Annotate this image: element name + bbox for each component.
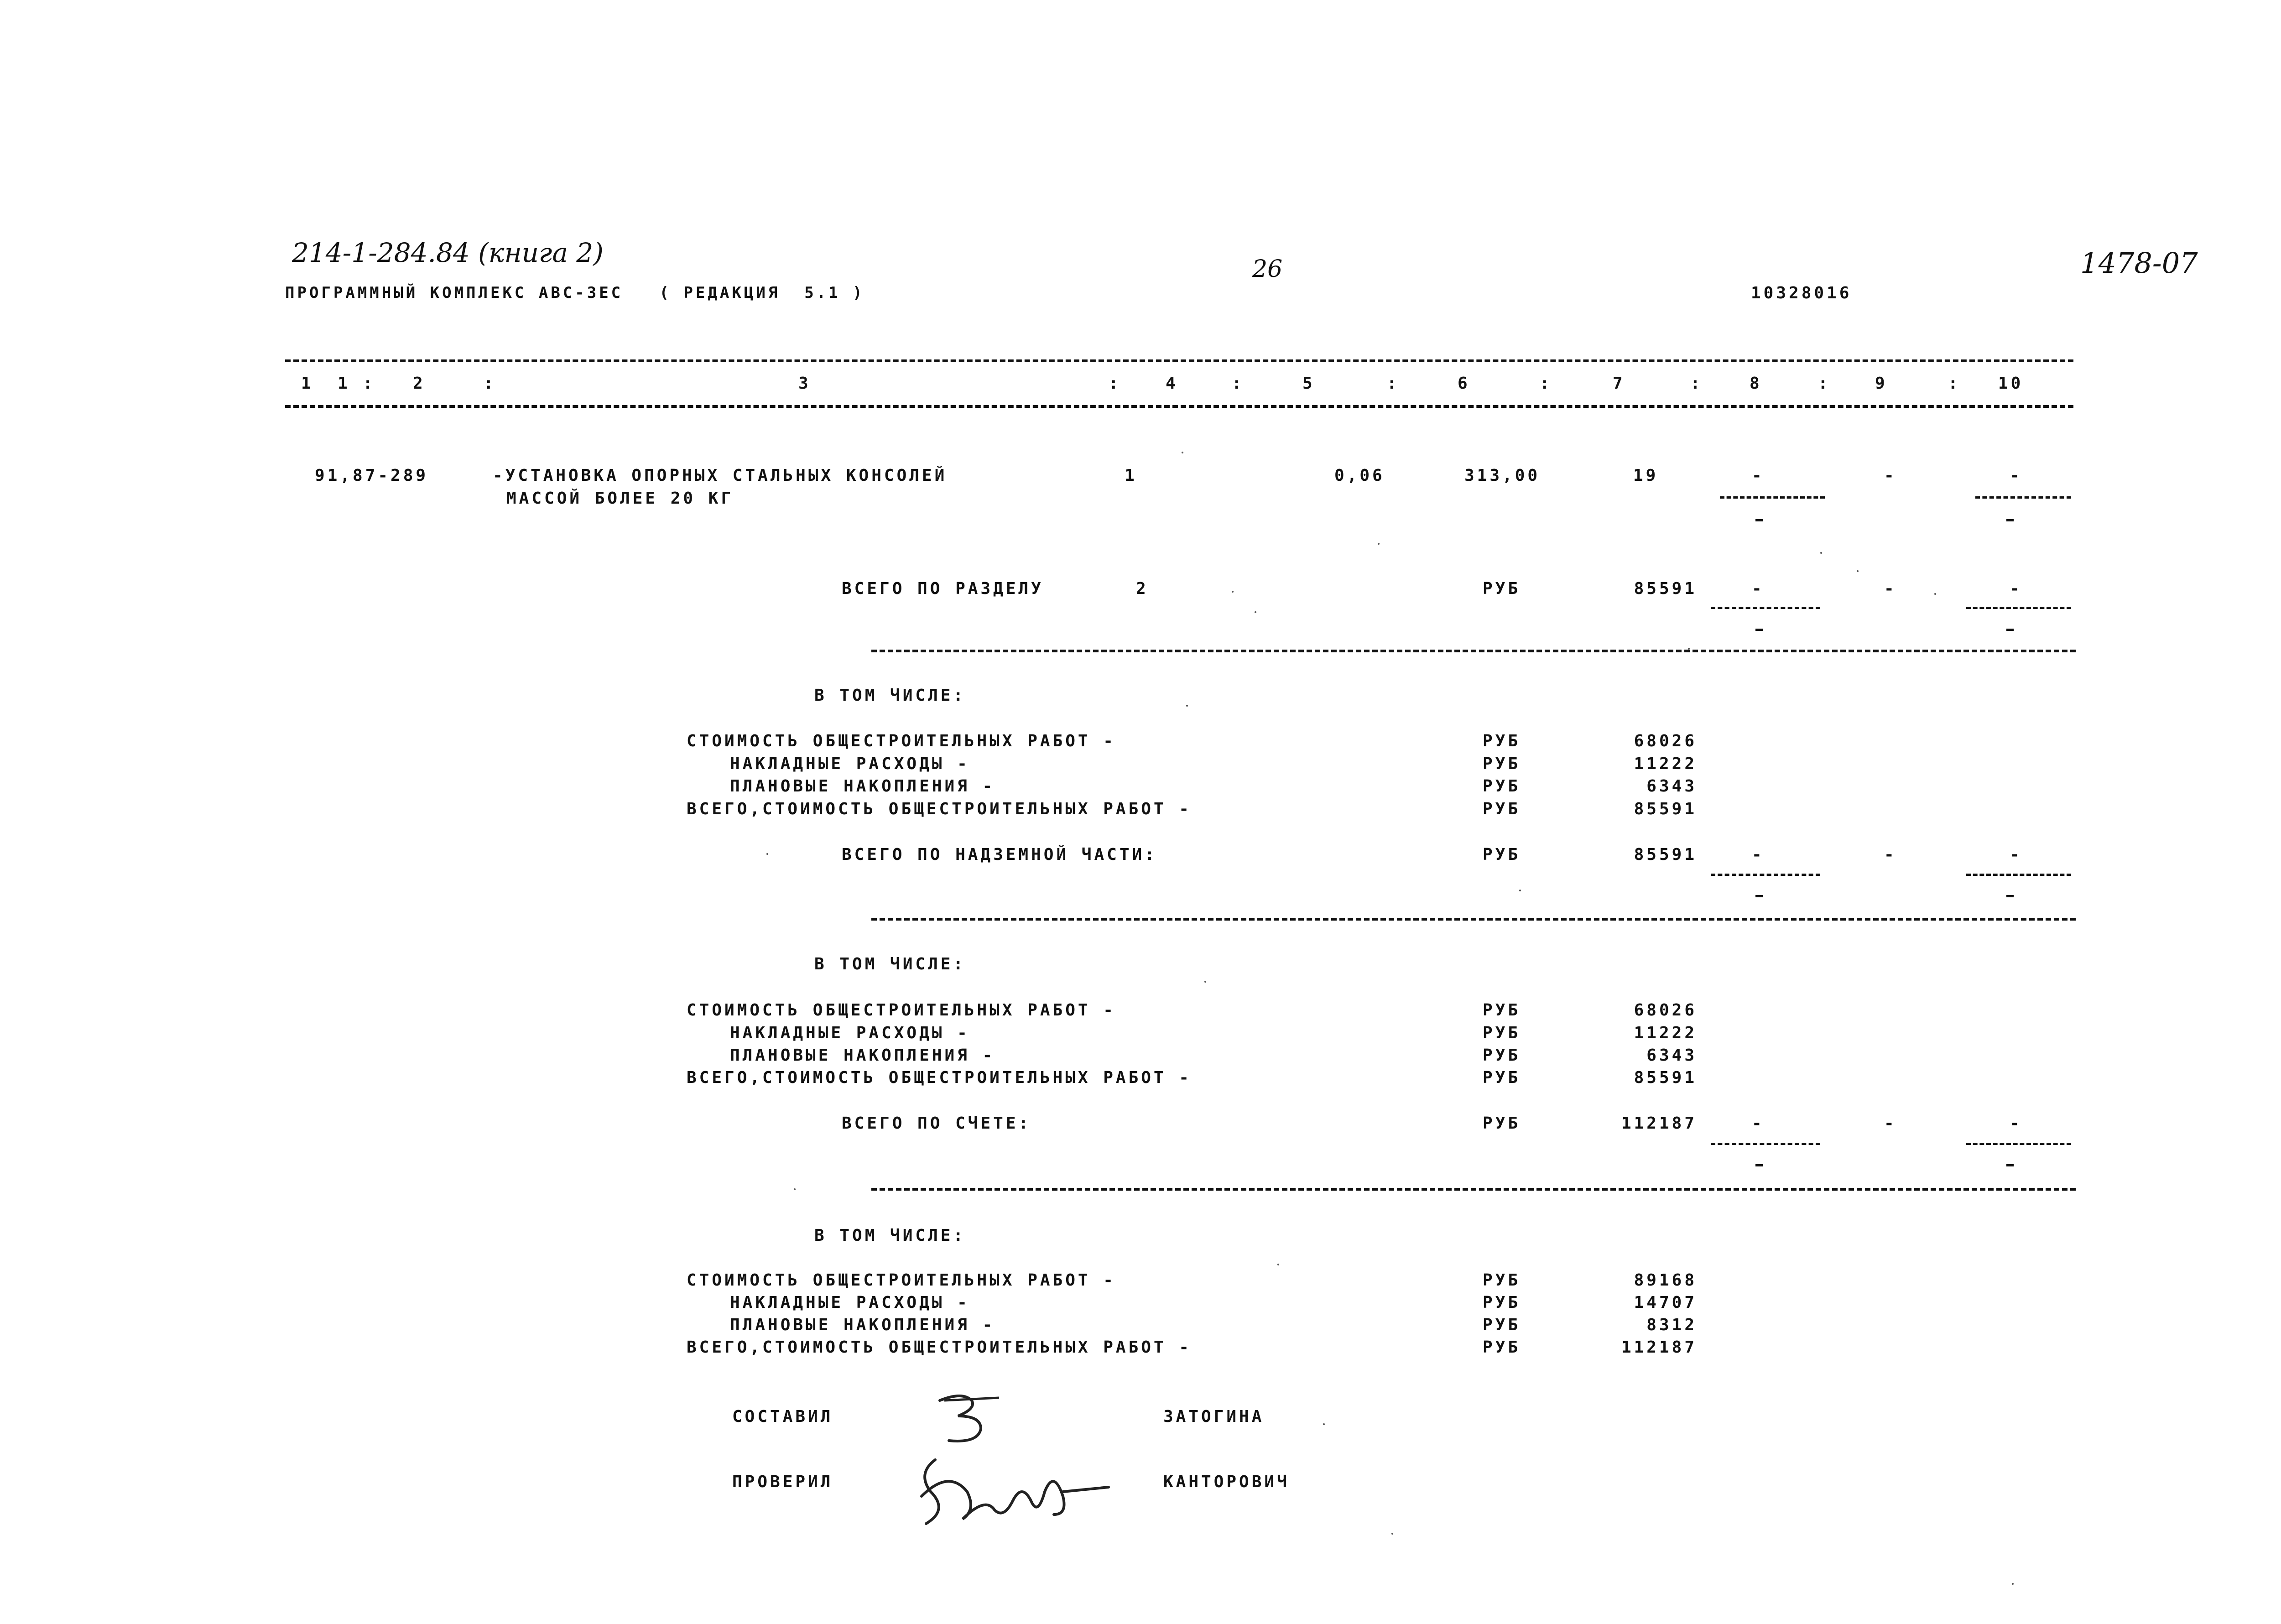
- total-col9-dash: -: [1884, 579, 1897, 598]
- scan-speck: [1688, 648, 1690, 650]
- document-code: 10328016: [1751, 284, 1852, 302]
- column-header-10: 10: [1998, 374, 2024, 393]
- scan-speck: [766, 853, 768, 855]
- breakdown-label: НАКЛАДНЫЕ РАСХОДЫ -: [730, 1293, 970, 1312]
- breakdown-label: ВСЕГО,СТОИМОСТЬ ОБЩЕСТРОИТЕЛЬНЫХ РАБОТ -: [687, 1338, 1192, 1357]
- breakdown-value: 68026: [1634, 1001, 1697, 1020]
- column-separator: :: [1818, 374, 1831, 393]
- breakdown-label: ВСЕГО,СТОИМОСТЬ ОБЩЕСТРОИТЕЛЬНЫХ РАБОТ -: [687, 1068, 1192, 1087]
- page-number: 26: [1252, 255, 1283, 283]
- total-unit: РУБ: [1483, 579, 1521, 598]
- header-top-rule: [285, 359, 2073, 362]
- total-col9-dash: -: [1884, 845, 1897, 864]
- scan-speck: [1934, 593, 1936, 595]
- scan-speck: [1255, 611, 1256, 613]
- col10-subrule: [1966, 1143, 2071, 1145]
- breakdown-value: 85591: [1634, 800, 1697, 818]
- col8-subrule: [1711, 1143, 1820, 1145]
- breakdown-unit: РУБ: [1483, 1293, 1521, 1312]
- total-unit: РУБ: [1483, 845, 1521, 864]
- column-separator: :: [1948, 374, 1961, 393]
- item-col10: -: [2010, 466, 2022, 485]
- scan-speck: [1391, 1533, 1393, 1535]
- breakdown-unit: РУБ: [1483, 1001, 1521, 1020]
- item-col7: 19: [1633, 466, 1659, 485]
- total-title: ВСЕГО ПО СЧЕТЕ:: [842, 1114, 1031, 1133]
- scan-speck: [1186, 705, 1188, 707]
- breakdown-label: ПЛАНОВЫЕ НАКОПЛЕНИЯ -: [730, 777, 995, 796]
- item-code: 91,87-289: [315, 466, 429, 485]
- breakdown-value: 89168: [1634, 1271, 1697, 1290]
- breakdown-unit: РУБ: [1483, 1068, 1521, 1087]
- breakdown-value: 14707: [1634, 1293, 1697, 1312]
- including-label: В ТОМ ЧИСЛЕ:: [814, 686, 966, 705]
- breakdown-unit: РУБ: [1483, 1338, 1521, 1357]
- col10-subrule: [1975, 496, 2071, 499]
- total-quantity: 2: [1136, 579, 1149, 598]
- total-col10-dash: -: [2010, 845, 2022, 864]
- breakdown-value: 8312: [1646, 1316, 1697, 1334]
- total-amount: 85591: [1634, 579, 1697, 598]
- breakdown-unit: РУБ: [1483, 732, 1521, 750]
- compiled-name: ЗАТОГИНА: [1163, 1407, 1265, 1426]
- column-header-9: 9: [1875, 374, 1888, 393]
- column-header-6: 6: [1458, 374, 1470, 393]
- breakdown-label: НАКЛАДНЫЕ РАСХОДЫ -: [730, 1024, 970, 1042]
- total-col8-dash: -: [1752, 1114, 1765, 1133]
- col8-subtick: [1755, 1164, 1763, 1166]
- compiled-signature: [931, 1387, 1022, 1451]
- col10-subrule: [1966, 607, 2071, 609]
- column-header-8: 8: [1750, 374, 1762, 393]
- total-col8-dash: -: [1752, 579, 1765, 598]
- total-col10-dash: -: [2010, 1114, 2022, 1133]
- scan-speck: [1857, 570, 1859, 572]
- scan-speck: [2012, 1583, 2014, 1585]
- item-col4: 1: [1125, 466, 1137, 485]
- breakdown-unit: РУБ: [1483, 1046, 1521, 1065]
- scan-speck: [1204, 981, 1206, 983]
- column-header-4: 4: [1166, 374, 1178, 393]
- section-rule: [871, 1188, 2076, 1191]
- breakdown-unit: РУБ: [1483, 1316, 1521, 1334]
- breakdown-unit: РУБ: [1483, 755, 1521, 773]
- scan-speck: [1323, 1423, 1325, 1425]
- scan-speck: [1519, 890, 1521, 891]
- total-title: ВСЕГО ПО НАДЗЕМНОЙ ЧАСТИ:: [842, 845, 1157, 864]
- breakdown-value: 11222: [1634, 755, 1697, 773]
- handwritten-reference: 214-1-284.84 (книга 2): [292, 237, 604, 268]
- breakdown-unit: РУБ: [1483, 800, 1521, 818]
- breakdown-value: 6343: [1646, 777, 1697, 796]
- column-separator: :: [1232, 374, 1245, 393]
- breakdown-unit: РУБ: [1483, 777, 1521, 796]
- breakdown-label: ПЛАНОВЫЕ НАКОПЛЕНИЯ -: [730, 1316, 995, 1334]
- breakdown-label: СТОИМОСТЬ ОБЩЕСТРОИТЕЛЬНЫХ РАБОТ -: [687, 732, 1116, 750]
- total-title: ВСЕГО ПО РАЗДЕЛУ: [842, 579, 1044, 598]
- item-description-line2: МАССОЙ БОЛЕЕ 20 КГ: [506, 489, 734, 508]
- corner-handwritten-mark: 1478-07: [2080, 246, 2198, 280]
- breakdown-label: СТОИМОСТЬ ОБЩЕСТРОИТЕЛЬНЫХ РАБОТ -: [687, 1271, 1116, 1290]
- col8-subrule: [1711, 874, 1820, 876]
- column-header-1: 1: [301, 374, 314, 393]
- including-label: В ТОМ ЧИСЛЕ:: [814, 1226, 966, 1245]
- col10-subtick: [2006, 1164, 2014, 1166]
- col8-subtick: [1755, 629, 1763, 631]
- breakdown-value: 6343: [1646, 1046, 1697, 1065]
- program-line: ПРОГРАММНЫЙ КОМПЛЕКС АВС-ЗЕС ( РЕДАКЦИЯ 5.1 ): [285, 284, 865, 302]
- item-col9: -: [1884, 466, 1897, 485]
- scan-speck: [1277, 1264, 1279, 1265]
- section-rule: [871, 918, 2076, 921]
- col8-subrule: [1720, 496, 1825, 499]
- item-description-line1: -УСТАНОВКА ОПОРНЫХ СТАЛЬНЫХ КОНСОЛЕЙ: [493, 466, 948, 485]
- breakdown-unit: РУБ: [1483, 1024, 1521, 1042]
- column-separator: :: [484, 374, 496, 393]
- total-amount: 112187: [1621, 1114, 1697, 1133]
- column-separator: :: [1109, 374, 1121, 393]
- checked-name: КАНТОРОВИЧ: [1163, 1473, 1290, 1491]
- checked-signature: [908, 1442, 1118, 1533]
- col10-subtick: [2006, 519, 2014, 521]
- col10-subtick: [2006, 895, 2014, 897]
- compiled-label: СОСТАВИЛ: [732, 1407, 833, 1426]
- total-col8-dash: -: [1752, 845, 1765, 864]
- item-col6: 313,00: [1464, 466, 1541, 485]
- breakdown-value: 85591: [1634, 1068, 1697, 1087]
- breakdown-label: СТОИМОСТЬ ОБЩЕСТРОИТЕЛЬНЫХ РАБОТ -: [687, 1001, 1116, 1020]
- total-unit: РУБ: [1483, 1114, 1521, 1133]
- section-rule: [871, 650, 2076, 652]
- scan-speck: [794, 1188, 796, 1190]
- column-separator: 1 :: [338, 374, 376, 393]
- item-col5: 0,06: [1334, 466, 1385, 485]
- column-separator: :: [1540, 374, 1552, 393]
- scan-speck: [1182, 452, 1183, 453]
- scan-speck: [1378, 543, 1380, 545]
- breakdown-unit: РУБ: [1483, 1271, 1521, 1290]
- including-label: В ТОМ ЧИСЛЕ:: [814, 955, 966, 973]
- item-col8: -: [1752, 466, 1765, 485]
- column-separator: :: [1387, 374, 1400, 393]
- column-header-7: 7: [1613, 374, 1625, 393]
- breakdown-label: НАКЛАДНЫЕ РАСХОДЫ -: [730, 755, 970, 773]
- header-bottom-rule: [285, 405, 2073, 408]
- breakdown-value: 11222: [1634, 1024, 1697, 1042]
- total-col9-dash: -: [1884, 1114, 1897, 1133]
- total-amount: 85591: [1634, 845, 1697, 864]
- total-col10-dash: -: [2010, 579, 2022, 598]
- col8-subtick: [1755, 895, 1763, 897]
- col8-subtick: [1755, 519, 1763, 521]
- col10-subtick: [2006, 629, 2014, 631]
- breakdown-label: ПЛАНОВЫЕ НАКОПЛЕНИЯ -: [730, 1046, 995, 1065]
- column-header-2: 2: [413, 374, 426, 393]
- breakdown-value: 112187: [1621, 1338, 1697, 1357]
- col10-subrule: [1966, 874, 2071, 876]
- col8-subrule: [1711, 607, 1820, 609]
- column-separator: :: [1690, 374, 1703, 393]
- scan-speck: [1820, 552, 1822, 554]
- breakdown-label: ВСЕГО,СТОИМОСТЬ ОБЩЕСТРОИТЕЛЬНЫХ РАБОТ -: [687, 800, 1192, 818]
- scan-speck: [1232, 591, 1234, 593]
- checked-label: ПРОВЕРИЛ: [732, 1473, 833, 1491]
- column-header-3: 3: [798, 374, 811, 393]
- breakdown-value: 68026: [1634, 732, 1697, 750]
- column-header-5: 5: [1302, 374, 1315, 393]
